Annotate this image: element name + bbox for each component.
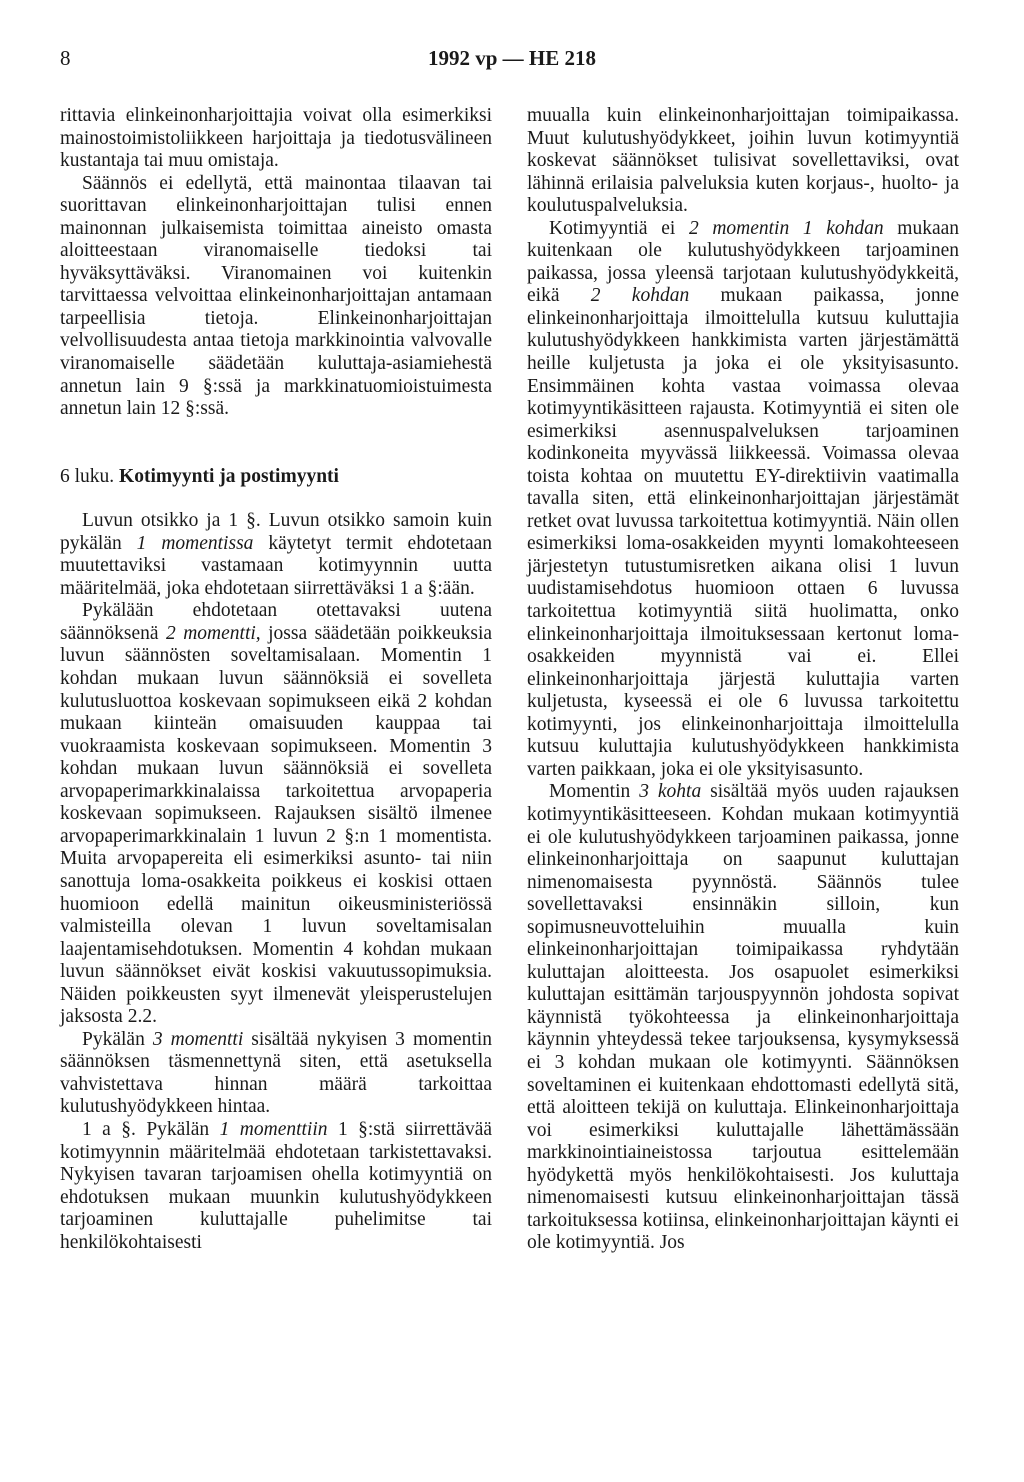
paragraph-text: Luvun otsikko ja 1 §. Luvun otsikko samoin kuin pykälän xyxy=(60,510,492,554)
paragraph xyxy=(527,105,959,218)
paragraph-text: Pykälän xyxy=(82,1028,145,1050)
section-number: 6 luku. xyxy=(60,465,115,487)
paragraph xyxy=(527,218,959,782)
italic-term: 3 momentti xyxy=(152,1028,244,1050)
italic-term: 2 momentti, xyxy=(166,622,261,644)
paragraph-text: Kotimyyntiä ei xyxy=(549,217,676,239)
page-header xyxy=(60,46,964,76)
paragraph-text: käytetyt termit ehdotetaan muutettaviksi vastamaan kotimyynnin uutta määritelmää, joka ehdotetaan siirrettäväksi 1 a §:ään. xyxy=(60,532,492,599)
paragraph xyxy=(60,1119,492,1254)
right-column xyxy=(527,105,959,1255)
paragraph-text: rittavia elinkeinonharjoittajia voivat olla esimerkiksi mainostoimistoliikkeen harjoittaja ja tiedotusvälineen kustantaja tai muu omistaja. xyxy=(60,105,492,172)
paragraph xyxy=(527,781,959,1254)
paragraph-text: jossa säädetään poikkeuksia luvun säännösten soveltamisalaan. Momentin 1 kohdan mukaan luvun säännöksiä ei sovelleta kulutusluottoa koskevaan sopimukseen eikä 2 kohdan mukaan kiinteän omaisuuden kauppaa tai vuokraamista koskevaan sopimukseen. Momentin 3 kohdan mukaan luvun säännöksiä ei sovelleta arvopaperimarkkinalaissa tarkoitettua arvopaperia koskevaan sopimukseen. Rajauksen sisältö ilmenee arvopaperimarkkinalain 1 luvun 2 §:n 1 momentista. Muita arvopapereita eli esimerkiksi asunto- tai niin sanottuja loma-osakkeita poikkeus ei koskisi ottaen huomioon edellä mainitun oikeusministeriössä valmisteilla olevan 1 luvun soveltamisalan laajentamisehdotuksen. Momentin 4 kohdan mukaan luvun säännökset eivät koskisi vakuutussopimuksia. Näiden poikkeusten syyt ilmenevät yleisperustelujen jaksosta 2.2. xyxy=(60,622,493,1028)
italic-term: 1 momentissa xyxy=(136,532,254,554)
paragraph-text: sisältää nykyisen 3 momentin säännöksen täsmennettynä siten, että asetuksella vahvistettava hinnan määrä tarkoittaa kulutushyödykkeen hintaa. xyxy=(60,1028,493,1118)
italic-term: 2 kohdan xyxy=(590,285,690,307)
paragraph-text: mukaan paikassa, jonne elinkeinonharjoittaja ilmoittelulla kutsuu kuluttajia kulutushyödykkeen hankkimista varten järjestämättä heille kuljetusta ja joka ei ole yksityisasunto. Ensimmäinen kohta vastaa voimassa olevaa kotimyyntikäsitteen rajausta. Kotimyyntiä ei siten ole esimerkiksi asennuspalveluksen tarjoaminen kodinkoneita myyvässä liikkeessä. Voimassa olevaa toista kohtaa on muutettu EY-direktiivin vaatimalla tavalla siten, että elinkeinonharjoittajan järjestämät retket ovat luvussa tarkoitettua kotimyyntiä. Näin ollen esimerkiksi loma-osakkeiden myynti lomakohteeseen järjestetyn tutustumisretken aikana olisi 1 luvun uudistamisehdotus huomioon ottaen 6 luvussa tarkoitettua kotimyyntiä siitä huolimatta, onko elinkeinonharjoittaja ilmoituksessaan kertonut loma-osakkeiden myynnistä vai ei. Ellei elinkeinonharjoittaja järjestä kuluttajia varten kuljetusta, kyseessä ei ole 6 luvussa tarkoitettu kotimyynti, jos elinkeinonharjoittaja ilmoittelulla kutsuu kuluttajia kulutushyödykkeen hankkimista varten paikkaan, joka ei ole yksityisasunto. xyxy=(527,285,960,780)
italic-term: 1 momenttiin xyxy=(219,1118,328,1140)
section-heading xyxy=(60,466,492,489)
paragraph xyxy=(60,510,492,600)
paragraph-text: mukaan kuitenkaan ole kulutushyödykkeen tarjoaminen paikassa, jossa yleensä tarjotaan kulutushyödykkeitä, eikä xyxy=(527,217,960,307)
paragraph-text: muualla kuin elinkeinonharjoittajan toimipaikassa. Muut kulutushyödykkeet, joihin luvun kotimyyntiä koskevat säännökset tulisivat sovellettaviksi, ovat lähinnä erilaisia palveluksia kuten korjaus-, huolto- ja koulutuspalveluksia. xyxy=(527,105,959,217)
paragraph-text: sisältää myös uuden rajauksen kotimyyntikäsitteeseen. Kohdan mukaan kotimyyntiä ei ole kulutushyödykkeen tarjoaminen paikassa, jonne elinkeinonharjoittaja on saapunut kuluttajan nimenomaisesta pyynnöstä. Säännös tulee sovellettavaksi ensinnäkin silloin, kun sopimusneuvotteluihin muualla kuin elinkeinonharjoittajan toimipaikassa ryhdytään kuluttajan aloitteesta. Jos osapuolet esimerkiksi kuluttajan esittämän tarjouspyynnön johdosta sopivat käynnistä työkohteessa ja elinkeinonharjoittaja käynnin yhteydessä tekee tarjouksensa, kysymyksessä ei 3 kohdan mukaan ole kotimyynti. Säännöksen soveltaminen ei kuitenkaan ehdottomasti edellytä sitä, että aloitteen tekijä on kuluttaja. Elinkeinonharjoittaja voi esimerkiksi kuluttajalle lähettämässään markkinointiaineistossa tarjoutua esittelemään hyödykettä myös henkilökohtaisesti. Jos kuluttaja nimenomaisesti kutsuu elinkeinonharjoittajan tässä tarkoituksessa kotiinsa, elinkeinonharjoittajan käynti ei ole kotimyyntiä. Jos xyxy=(527,781,960,1254)
italic-term: 3 kohta xyxy=(639,781,702,803)
left-column xyxy=(60,105,492,1254)
paragraph xyxy=(60,173,492,421)
paragraph-text: 1 a §. Pykälän xyxy=(82,1118,210,1140)
paragraph-text: Säännös ei edellytä, että mainontaa tilaavan tai suorittavan elinkeinonharjoittajan tulisi ennen mainonnan julkaisemista toimittaa aineisto omasta aloitteestaan viranomaiselle tiedoksi tai hyväksyttäväksi. Viranomainen voi kuitenkin tarvittaessa velvoittaa elinkeinonharjoittajan antamaan tarpeellisia tietoja. Elinkeinonharjoittajan velvollisuudesta antaa tietoja markkinointia valvovalle viranomaiselle säädetään kuluttaja-asiamiehestä annetun lain 9 §:ssä ja markkinatuomioistuimesta annetun lain 12 §:ssä. xyxy=(60,172,492,420)
paragraph xyxy=(60,1029,492,1119)
paragraph-text: 1 §:stä siirrettävää kotimyynnin määritelmää ehdotetaan tarkistettavaksi. Nykyisen tavaran tarjoamisen ohella kotimyyntiä on ehdotuksen mukaan muunkin kulutushyödykkeen tarjoaminen kuluttajalle puhelimitse tai henkilökohtaisesti xyxy=(60,1118,493,1253)
page-number: 8 xyxy=(60,46,71,70)
paragraph-text: Pykälään ehdotetaan otettavaksi uutena säännöksenä xyxy=(60,600,492,644)
section-title: Kotimyynti ja postimyynti xyxy=(119,465,339,487)
italic-term: 2 momentin 1 kohdan xyxy=(688,217,884,239)
paragraph-text: Momentin xyxy=(549,781,631,803)
paragraph xyxy=(60,600,492,1028)
running-head: 1992 vp — HE 218 xyxy=(427,46,597,70)
paragraph xyxy=(60,105,492,173)
